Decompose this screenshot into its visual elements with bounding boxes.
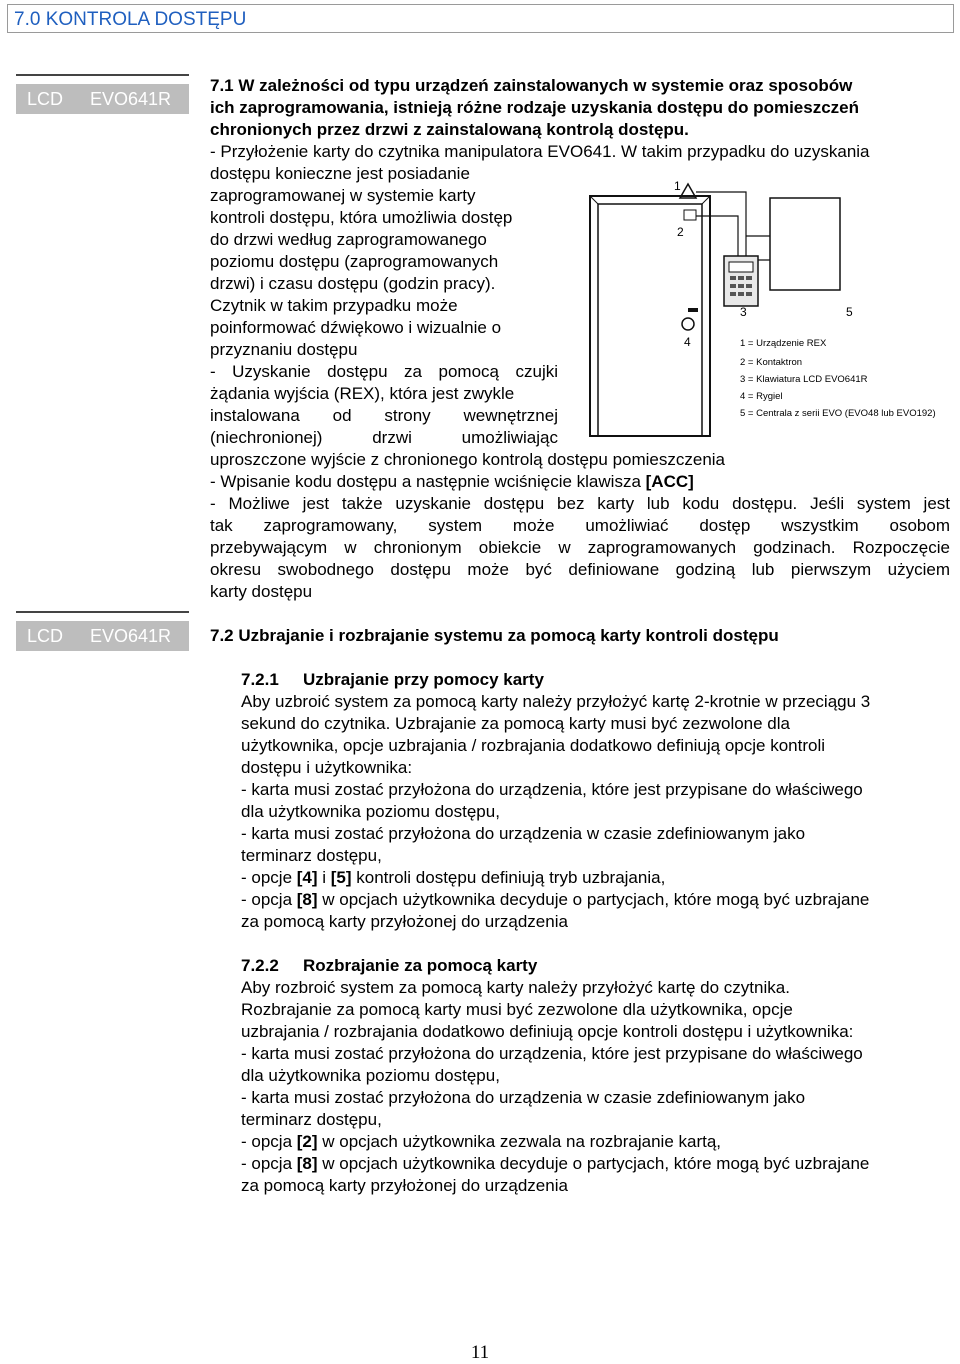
- option-line: [241, 867, 665, 889]
- keypad-screen: [729, 262, 753, 272]
- callout-4: 4: [684, 335, 691, 349]
- body-line: Aby rozbroić system za pomocą karty należy przyłożyć kartę do czytnika.: [241, 978, 790, 997]
- keypad-key: [738, 284, 744, 288]
- body-line: uproszczone wyjście z chronionego kontrolą dostępu pomieszczenia: [210, 450, 726, 469]
- option-text: kontroli dostępu definiują tryb uzbrajania,: [351, 868, 666, 887]
- body-line: dla użytkownika poziomu dostępu,: [241, 802, 500, 821]
- acc-line: [210, 471, 694, 493]
- body-line: (niechronionej) drzwi umożliwiając: [210, 428, 558, 447]
- body-line: okresu swobodnego dostępu może być definiowane godziną lub pierwszym użyciem: [210, 560, 950, 579]
- legend-item: 2 = Kontaktron: [740, 357, 803, 368]
- acc-key: [ACC]: [645, 472, 694, 491]
- keypad-key: [746, 292, 752, 296]
- body-line: Czytnik w takim przypadku może: [210, 296, 458, 315]
- body-line: - Uzyskanie dostępu za pomocą czujki: [210, 362, 558, 381]
- section-header: [7, 4, 954, 33]
- option-code: [5]: [330, 868, 352, 887]
- body-line: dla użytkownika poziomu dostępu,: [241, 1066, 500, 1085]
- body-line: terminarz dostępu,: [241, 1110, 382, 1129]
- intro-line: 7.1 W zależności od typu urządzeń zainstalowanych w systemie oraz sposobów: [210, 76, 853, 95]
- model-tag-model: EVO641R: [90, 89, 172, 109]
- body-line: - Przyłożenie karty do czytnika manipulatora EVO641. W takim przypadku do uzyskania: [210, 142, 870, 161]
- keypad-key: [730, 276, 736, 280]
- body-line: - Możliwe jest także uzyskanie dostępu bez karty lub kodu dostępu. Jeśli system jest: [210, 494, 950, 513]
- callout-5: 5: [846, 305, 853, 319]
- body-line: poziomu dostępu (zaprogramowanych: [210, 252, 499, 271]
- body-line: kontroli dostępu, która umożliwia dostęp: [210, 208, 513, 227]
- legend-item: 4 = Rygiel: [740, 391, 783, 402]
- body-line: - karta musi zostać przyłożona do urządzenia w czasie zdefiniowanym jako: [241, 824, 806, 843]
- keypad-key: [730, 284, 736, 288]
- page-title: 7.0 KONTROLA DOSTĘPU: [14, 9, 247, 30]
- option-text: - opcja: [241, 1132, 297, 1151]
- body-line: - karta musi zostać przyłożona do urządzenia, które jest przypisane do właściwego: [241, 780, 863, 799]
- body-line: do drzwi według zaprogramowanego: [210, 230, 487, 249]
- option-text: w opcjach użytkownika decyduje o partycjach, które mogą być uzbrajane: [317, 1154, 870, 1173]
- lock-icon: [682, 318, 694, 330]
- body-line: tak zaprogramowany, system może umożliwiać dostęp wszystkim osobom: [210, 516, 950, 535]
- body-line: żądania wyjścia (REX), która jest zwykle: [210, 384, 515, 403]
- option-text: - opcja: [241, 890, 297, 909]
- keypad-key: [738, 276, 744, 280]
- option-text: w opcjach użytkownika zezwala na rozbrajanie kartą,: [317, 1132, 722, 1151]
- model-tag-model: EVO641R: [90, 626, 172, 646]
- option-text: - opcja: [241, 1154, 297, 1173]
- option-line: [241, 889, 869, 911]
- model-tag-lcd: LCD: [27, 626, 64, 646]
- door-leaf: [598, 204, 702, 436]
- body-line: za pomocą karty przyłożonej do urządzenia: [241, 1176, 568, 1195]
- body-line: Rozbrajanie za pomocą karty musi być zezwolone dla użytkownika, opcje: [241, 1000, 793, 1019]
- body-line: poinformować dźwiękowo i wizualnie o: [210, 318, 502, 337]
- option-code: [8]: [296, 890, 318, 909]
- subsection-number: 7.2.1: [241, 670, 279, 689]
- frame-corner: [590, 196, 598, 204]
- acc-line-text: - Wpisanie kodu dostępu a następnie wciśnięcie klawisza: [210, 472, 646, 491]
- legend-item: 3 = Klawiatura LCD EVO641R: [740, 374, 868, 385]
- body-line: za pomocą karty przyłożonej do urządzenia: [241, 912, 568, 931]
- section-heading: 7.2 Uzbrajanie i rozbrajanie systemu za pomocą karty kontroli dostępu: [210, 626, 779, 645]
- model-tag: [16, 621, 189, 651]
- body-line: przebywającym w chronionym obiekcie w zaprogramowanych godzinach. Rozpoczęcie: [210, 538, 950, 557]
- frame-corner: [702, 196, 710, 204]
- contact-sensor-icon: [684, 210, 696, 220]
- callout-3: 3: [740, 305, 747, 319]
- body-line: użytkownika, opcje uzbrajania / rozbrajania dodatkowo definiują opcje kontroli: [241, 736, 826, 755]
- keypad-key: [746, 276, 752, 280]
- keypad-key: [738, 292, 744, 296]
- body-line: Aby uzbroić system za pomocą karty należy przyłożyć kartę 2-krotnie w przeciągu 3: [241, 692, 871, 711]
- keypad-key: [730, 292, 736, 296]
- body-line: drzwi) i czasu dostępu (godzin pracy).: [210, 274, 496, 293]
- body-line: - karta musi zostać przyłożona do urządzenia w czasie zdefiniowanym jako: [241, 1088, 806, 1107]
- body-line: sekund do czytnika. Uzbrajanie za pomocą karty musi być zezwolone dla: [241, 714, 790, 733]
- intro-line: ich zaprogramowania, istnieją różne rodzaje uzyskania dostępu do pomieszczeń: [210, 98, 859, 117]
- option-text: i: [317, 868, 331, 887]
- body-line: instalowana od strony wewnętrznej: [210, 406, 558, 425]
- page-number: 11: [470, 1342, 490, 1363]
- subsection-title: Uzbrajanie przy pomocy karty: [303, 670, 544, 689]
- model-tag-lcd: LCD: [27, 89, 64, 109]
- callout-1: 1: [674, 179, 681, 193]
- control-panel-icon: [770, 198, 840, 290]
- sidebar-divider: [16, 74, 189, 76]
- option-code: [8]: [296, 1154, 318, 1173]
- subsection-title: Rozbrajanie za pomocą karty: [303, 956, 538, 975]
- option-code: [4]: [296, 868, 318, 887]
- option-text: - opcje: [241, 868, 297, 887]
- door-access-diagram: [560, 176, 958, 444]
- intro-line: chronionych przez drzwi z zainstalowaną kontrolą dostępu.: [210, 120, 689, 139]
- legend-item: 5 = Centrala z serii EVO (EVO48 lub EVO192): [740, 408, 936, 419]
- door-handle-icon: [688, 308, 698, 312]
- subsection-number: 7.2.2: [241, 956, 279, 975]
- option-line: [241, 1153, 869, 1175]
- option-code: [2]: [296, 1132, 318, 1151]
- door-frame: [590, 196, 710, 436]
- legend-item: 1 = Urządzenie REX: [740, 338, 827, 349]
- body-line: karty dostępu: [210, 582, 313, 601]
- body-line: dostępu i użytkownika:: [241, 758, 413, 777]
- body-line: - karta musi zostać przyłożona do urządzenia, które jest przypisane do właściwego: [241, 1044, 863, 1063]
- option-text: w opcjach użytkownika decyduje o partycjach, które mogą być uzbrajane: [317, 890, 870, 909]
- option-line: [241, 1131, 721, 1153]
- sidebar-divider: [16, 611, 189, 613]
- body-line: uzbrajania / rozbrajania dodatkowo definiują opcje kontroli dostępu i użytkownika:: [241, 1022, 854, 1041]
- body-line: przyznaniu dostępu: [210, 340, 358, 359]
- body-line: dostępu konieczne jest posiadanie: [210, 164, 470, 183]
- callout-2: 2: [677, 225, 684, 239]
- body-line: zaprogramowanej w systemie karty: [210, 186, 476, 205]
- keypad-key: [746, 284, 752, 288]
- body-line: terminarz dostępu,: [241, 846, 382, 865]
- model-tag: [16, 84, 189, 114]
